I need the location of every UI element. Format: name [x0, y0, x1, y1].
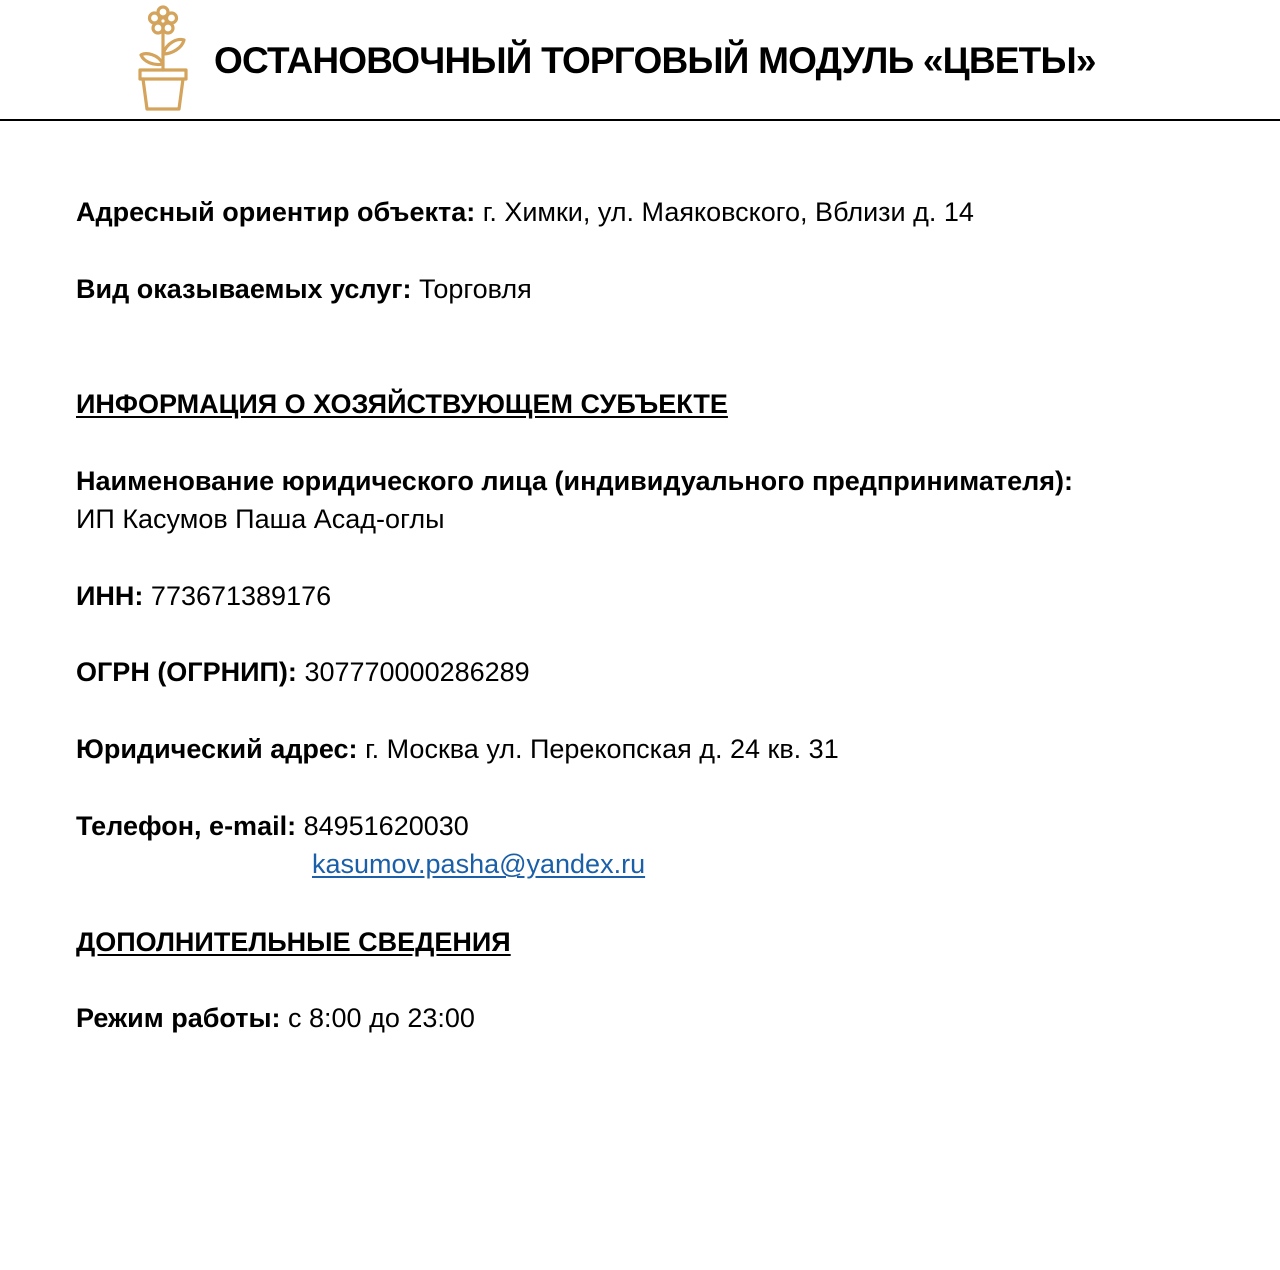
legal-address-value: г. Москва ул. Перекопская д. 24 кв. 31: [365, 734, 839, 764]
phone-value: 84951620030: [303, 811, 469, 841]
hours-value: с 8:00 до 23:00: [288, 1003, 475, 1033]
page-header: [0, 0, 1280, 121]
hours-row: [76, 999, 475, 1037]
contact-row: [76, 807, 469, 845]
address-value: г. Химки, ул. Маяковского, Вблизи д. 14: [482, 197, 974, 227]
ogrn-value: 307770000286289: [304, 657, 530, 687]
contact-label: Телефон, e-mail:: [76, 811, 297, 841]
entity-name-value: ИП Касумов Паша Асад-оглы: [76, 504, 445, 534]
inn-row: [76, 577, 331, 615]
email-link[interactable]: kasumov.pasha@yandex.ru: [312, 849, 646, 879]
email-row: [312, 845, 645, 883]
legal-address-row: [76, 730, 839, 768]
flower-pot-icon: [134, 4, 192, 114]
service-label: Вид оказываемых услуг:: [76, 274, 412, 304]
legal-address-label: Юридический адрес:: [76, 734, 358, 764]
inn-value: 773671389176: [150, 581, 332, 611]
inn-label: ИНН:: [76, 581, 144, 611]
service-value: Торговля: [418, 274, 532, 304]
hours-label: Режим работы:: [76, 1003, 281, 1033]
extra-section-title: ДОПОЛНИТЕЛЬНЫЕ СВЕДЕНИЯ: [76, 927, 511, 957]
entity-section-title: ИНФОРМАЦИЯ О ХОЗЯЙСТВУЮЩЕМ СУБЪЕКТЕ: [76, 389, 728, 419]
address-row: [76, 193, 974, 231]
page-title: ОСТАНОВОЧНЫЙ ТОРГОВЫЙ МОДУЛЬ «ЦВЕТЫ»: [214, 40, 1096, 81]
ogrn-row: [76, 653, 530, 691]
entity-name-label: Наименование юридического лица (индивидуального предпринимателя):: [76, 466, 1073, 496]
ogrn-label: ОГРН (ОГРНИП):: [76, 657, 297, 687]
address-label: Адресный ориентир объекта:: [76, 197, 476, 227]
service-row: [76, 270, 532, 308]
